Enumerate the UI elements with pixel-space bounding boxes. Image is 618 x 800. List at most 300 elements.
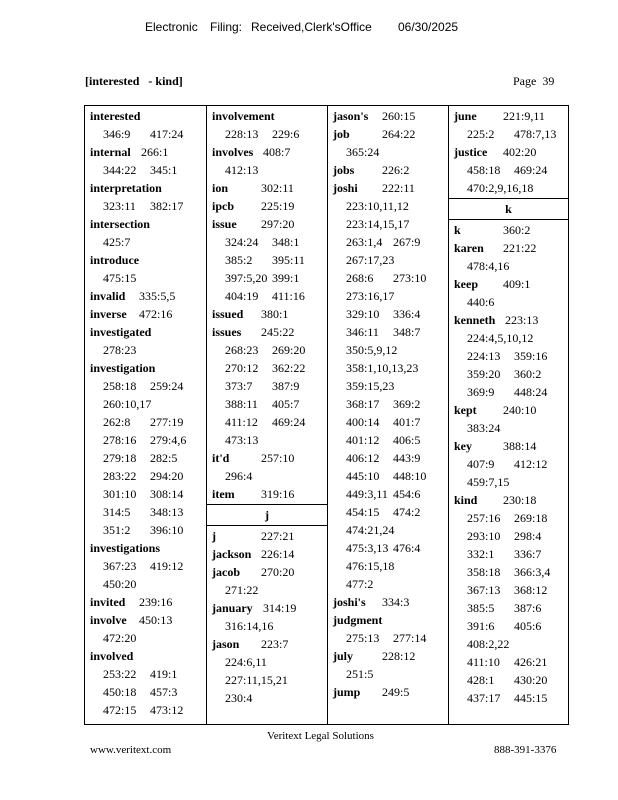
page-line-reference: 419:12: [150, 559, 184, 573]
page-line-reference: 227:11,15,21: [225, 673, 288, 687]
index-term: jobs: [333, 163, 355, 177]
index-reference-line: [207, 125, 327, 143]
page-line-reference: 408:7: [263, 145, 291, 159]
index-term-entry: [207, 485, 327, 503]
page-line-reference: 409:1: [503, 277, 531, 291]
index-reference-line: [85, 467, 206, 485]
page-line-reference: 223:13: [505, 313, 539, 327]
page-line-reference: 476:4: [393, 541, 421, 555]
index-reference-line: [328, 323, 448, 341]
page-line-reference: 270:12: [225, 361, 259, 375]
index-term: involve: [90, 613, 127, 627]
word-index-table: [84, 105, 569, 725]
page-line-reference: 278:16: [103, 433, 137, 447]
index-reference-line: [207, 581, 327, 599]
index-term-entry: [207, 323, 327, 341]
index-reference-line: [85, 161, 206, 179]
index-term-entry: [207, 599, 327, 617]
page-line-reference: 224:4,5,10,12: [467, 331, 534, 345]
page-line-reference: 387:9: [272, 379, 300, 393]
index-reference-line: [85, 485, 206, 503]
index-reference-line: [207, 251, 327, 269]
index-reference-line: [207, 653, 327, 671]
page-line-reference: 230:18: [503, 493, 537, 507]
page-line-reference: 428:1: [467, 673, 495, 687]
index-reference-line: [449, 347, 568, 365]
index-term-entry: [85, 593, 206, 611]
index-term: jason's: [333, 109, 369, 123]
page-line-reference: 405:7: [272, 397, 300, 411]
index-term-entry: [207, 215, 327, 233]
index-term-entry: [207, 449, 327, 467]
index-reference-line: [328, 341, 448, 359]
index-reference-line: [85, 341, 206, 359]
index-reference-line: [328, 539, 448, 557]
page-line-reference: 411:16: [272, 289, 305, 303]
page-line-reference: 445:15: [514, 691, 548, 705]
index-term-entry: [328, 179, 448, 197]
page-line-reference: 401:7: [393, 415, 421, 429]
index-reference-line: [328, 467, 448, 485]
page-line-reference: 367:13: [467, 583, 501, 597]
index-term: interpretation: [90, 181, 162, 195]
page-line-reference: 267:9: [393, 235, 421, 249]
index-reference-line: [85, 701, 206, 719]
page-line-reference: 271:22: [225, 583, 259, 597]
index-reference-line: [328, 305, 448, 323]
index-reference-line: [328, 377, 448, 395]
index-reference-line: [207, 359, 327, 377]
index-term-entry: [85, 323, 206, 341]
filing-stamp: [0, 20, 618, 38]
page-line-reference: 278:23: [103, 343, 137, 357]
index-term: job: [333, 127, 350, 141]
page-line-reference: 359:16: [514, 349, 548, 363]
page-line-reference: 472:16: [139, 307, 173, 321]
page-line-reference: 251:5: [346, 667, 374, 681]
index-reference-line: [328, 485, 448, 503]
page-line-reference: 450:13: [139, 613, 173, 627]
page-line-reference: 293:10: [467, 529, 501, 543]
index-reference-line: [207, 671, 327, 689]
index-term: item: [212, 487, 235, 501]
index-reference-line: [207, 431, 327, 449]
page-number: Page 39: [513, 74, 555, 88]
index-reference-line: [328, 395, 448, 413]
page-line-reference: 336:4: [393, 307, 421, 321]
page-line-reference: 458:18: [467, 163, 501, 177]
index-term: inverse: [90, 307, 127, 321]
page-line-reference: 477:2: [346, 577, 374, 591]
index-term: joshi: [333, 181, 358, 195]
page-line-reference: 478:4,16: [467, 259, 510, 273]
page-line-reference: 224:13: [467, 349, 501, 363]
index-reference-line: [328, 413, 448, 431]
index-term: january: [212, 601, 253, 615]
index-term: involves: [212, 145, 254, 159]
page-line-reference: 268:6: [346, 271, 374, 285]
page-line-reference: 380:1: [261, 307, 289, 321]
page-line-reference: 302:11: [261, 181, 294, 195]
index-term-entry: [328, 647, 448, 665]
page-line-reference: 399:1: [272, 271, 300, 285]
index-term-entry: [449, 107, 568, 125]
index-reference-line: [207, 269, 327, 287]
page-line-reference: 226:2: [382, 163, 410, 177]
index-reference-line: [207, 413, 327, 431]
index-reference-line: [449, 383, 568, 401]
page-line-reference: 221:22: [503, 241, 537, 255]
index-term: key: [454, 439, 472, 453]
index-reference-line: [85, 197, 206, 215]
page-line-reference: 334:3: [382, 595, 410, 609]
index-term-entry: [207, 527, 327, 545]
index-reference-line: [328, 449, 448, 467]
index-term-entry: [328, 161, 448, 179]
index-reference-line: [449, 599, 568, 617]
index-reference-line: [85, 575, 206, 593]
index-reference-line: [328, 503, 448, 521]
index-term: joshi's: [333, 595, 366, 609]
index-term-entry: [449, 491, 568, 509]
page-line-reference: 228:13: [225, 127, 259, 141]
page-line-reference: 472:15: [103, 703, 137, 717]
page-line-reference: 348:1: [272, 235, 300, 249]
page-line-reference: 228:12: [382, 649, 416, 663]
index-reference-line: [449, 689, 568, 707]
page-line-reference: 469:24: [514, 163, 548, 177]
index-term-entry: [449, 401, 568, 419]
index-reference-line: [328, 431, 448, 449]
index-reference-line: [449, 671, 568, 689]
page-line-reference: 329:10: [346, 307, 380, 321]
page-line-reference: 383:24: [467, 421, 501, 435]
index-term: interested: [90, 109, 141, 123]
page-line-reference: 351:2: [103, 523, 131, 537]
page-line-reference: 359:15,23: [346, 379, 395, 393]
index-term: involved: [90, 649, 134, 663]
page-line-reference: 360:2: [514, 367, 542, 381]
index-term: issue: [212, 217, 237, 231]
index-reference-line: [449, 527, 568, 545]
index-term: investigated: [90, 325, 152, 339]
page-line-reference: 249:5: [382, 685, 410, 699]
index-reference-line: [207, 341, 327, 359]
page-line-reference: 269:20: [272, 343, 306, 357]
page-line-reference: 478:7,13: [514, 127, 557, 141]
page-line-reference: 296:4: [225, 469, 253, 483]
page-line-reference: 314:5: [103, 505, 131, 519]
index-term: invalid: [90, 289, 126, 303]
page-line-reference: 474:21,24: [346, 523, 395, 537]
page-line-reference: 445:10: [346, 469, 380, 483]
index-term-entry: [85, 359, 206, 377]
index-term-entry: [85, 251, 206, 269]
page-line-reference: 297:20: [261, 217, 295, 231]
page-line-reference: 269:18: [514, 511, 548, 525]
page-line-reference: 385:2: [225, 253, 253, 267]
page-line-reference: 258:18: [103, 379, 137, 393]
page-line-reference: 369:9: [467, 385, 495, 399]
page-line-reference: 373:7: [225, 379, 253, 393]
page-line-reference: 335:5,5: [139, 289, 176, 303]
page-line-reference: 225:2: [467, 127, 495, 141]
page-line-reference: 454:6: [393, 487, 421, 501]
page-line-reference: 470:2,9,16,18: [467, 181, 534, 195]
filing-stamp-date: 06/30/2025: [398, 20, 459, 34]
index-reference-line: [328, 197, 448, 215]
index-term: intersection: [90, 217, 150, 231]
index-reference-line: [85, 665, 206, 683]
index-term: keep: [454, 277, 478, 291]
page-line-reference: 369:2: [393, 397, 421, 411]
page-line-reference: 223:10,11,12: [346, 199, 409, 213]
filing-stamp-filing: Filing:: [210, 20, 243, 34]
index-reference-line: [449, 545, 568, 563]
index-reference-line: [449, 161, 568, 179]
page-line-reference: 239:16: [139, 595, 173, 609]
page-line-reference: 405:6: [514, 619, 542, 633]
index-term-entry: [207, 635, 327, 653]
page-line-reference: 411:12: [225, 415, 258, 429]
index-reference-line: [328, 269, 448, 287]
index-term-entry: [328, 593, 448, 611]
page-line-reference: 223:14,15,17: [346, 217, 410, 231]
page-line-reference: 240:10: [503, 403, 537, 417]
page-line-reference: 473:13: [225, 433, 259, 447]
index-term: k: [454, 223, 461, 237]
index-reference-line: [449, 617, 568, 635]
index-reference-line: [328, 665, 448, 683]
index-term-entry: [449, 437, 568, 455]
page-line-reference: 277:14: [393, 631, 427, 645]
index-term-entry: [449, 239, 568, 257]
page-line-reference: 245:22: [261, 325, 295, 339]
index-term-entry: [328, 683, 448, 701]
page-line-reference: 425:7: [103, 235, 131, 249]
page-line-reference: 368:17: [346, 397, 380, 411]
index-term-entry: [207, 563, 327, 581]
index-reference-line: [328, 233, 448, 251]
page-line-reference: 417:24: [150, 127, 184, 141]
index-term: ion: [212, 181, 229, 195]
page-line-reference: 475:3,13: [346, 541, 389, 555]
page-line-reference: 324:24: [225, 235, 259, 249]
page-line-reference: 223:7: [261, 637, 289, 651]
page-line-reference: 473:12: [150, 703, 184, 717]
index-reference-line: [207, 287, 327, 305]
page-line-reference: 387:6: [514, 601, 542, 615]
index-reference-line: [207, 617, 327, 635]
page-line-reference: 267:17,23: [346, 253, 395, 267]
index-term-entry: [449, 311, 568, 329]
index-term-entry: [449, 275, 568, 293]
page-line-reference: 319:16: [261, 487, 295, 501]
index-term: jacob: [212, 565, 240, 579]
index-reference-line: [328, 287, 448, 305]
index-reference-line: [449, 509, 568, 527]
page-line-reference: 448:24: [514, 385, 548, 399]
page-line-reference: 395:11: [272, 253, 305, 267]
index-reference-line: [328, 215, 448, 233]
index-column-4: [448, 106, 568, 724]
page-line-reference: 407:9: [467, 457, 495, 471]
page-line-reference: 457:3: [150, 685, 178, 699]
index-term: july: [333, 649, 354, 663]
page-line-reference: 273:10: [393, 271, 427, 285]
index-term-entry: [85, 611, 206, 629]
index-reference-line: [328, 251, 448, 269]
page-line-reference: 270:20: [261, 565, 295, 579]
page-line-reference: 298:4: [514, 529, 542, 543]
index-column-3: [327, 106, 448, 724]
page-line-reference: 400:14: [346, 415, 380, 429]
index-reference-line: [207, 467, 327, 485]
index-term-entry: [85, 305, 206, 323]
footer-phone: 888-391-3376: [494, 744, 557, 756]
page-line-reference: 388:14: [503, 439, 537, 453]
filing-stamp-received: Received,Clerk'sOffice: [251, 20, 372, 34]
index-term: jump: [333, 685, 361, 699]
index-reference-line: [85, 395, 206, 413]
page-line-reference: 385:5: [467, 601, 495, 615]
page-line-reference: 406:5: [393, 433, 421, 447]
page-line-reference: 225:19: [261, 199, 295, 213]
page-line-reference: 449:3,11: [346, 487, 388, 501]
page-line-reference: 282:5: [150, 451, 178, 465]
page-line-reference: 448:10: [393, 469, 427, 483]
index-term-entry: [85, 107, 206, 125]
index-reference-line: [449, 473, 568, 491]
page-line-reference: 257:10: [261, 451, 295, 465]
page-line-reference: 454:15: [346, 505, 380, 519]
page-line-reference: 406:12: [346, 451, 380, 465]
index-term: involvement: [212, 109, 275, 123]
index-reference-line: [207, 377, 327, 395]
index-term: jackson: [212, 547, 252, 561]
index-term-entry: [85, 179, 206, 197]
page-line-reference: 273:16,17: [346, 289, 395, 303]
page-line-reference: 367:23: [103, 559, 137, 573]
page-line-reference: 396:10: [150, 523, 184, 537]
footer-company: Veritext Legal Solutions: [267, 730, 374, 742]
index-reference-line: [85, 503, 206, 521]
index-term-entry: [328, 107, 448, 125]
index-term-entry: [85, 287, 206, 305]
index-reference-line: [85, 377, 206, 395]
page-line-reference: 257:16: [467, 511, 501, 525]
page-line-reference: 279:4,6: [150, 433, 187, 447]
index-reference-line: [449, 257, 568, 275]
page-line-reference: 437:17: [467, 691, 501, 705]
index-term-entry: [207, 107, 327, 125]
index-reference-line: [85, 413, 206, 431]
index-term-entry: [207, 305, 327, 323]
index-reference-line: [328, 629, 448, 647]
footer-url: www.veritext.com: [90, 744, 172, 756]
page-line-reference: 426:21: [514, 655, 548, 669]
page-line-reference: 268:23: [225, 343, 259, 357]
index-reference-line: [207, 689, 327, 707]
page-line-reference: 332:1: [467, 547, 495, 561]
index-term-entry: [207, 197, 327, 215]
index-reference-line: [85, 125, 206, 143]
index-reference-line: [449, 635, 568, 653]
index-reference-line: [85, 521, 206, 539]
page-line-reference: 275:13: [346, 631, 380, 645]
index-term: jason: [212, 637, 240, 651]
index-reference-line: [449, 329, 568, 347]
page-line-reference: 348:7: [393, 325, 421, 339]
index-term: kept: [454, 403, 477, 417]
index-term-entry: [328, 611, 448, 629]
page-line-reference: 316:14,16: [225, 619, 274, 633]
page-line-reference: 397:5,20: [225, 271, 268, 285]
page-line-reference: 308:14: [150, 487, 184, 501]
index-reference-line: [449, 563, 568, 581]
index-term: ipcb: [212, 199, 235, 213]
page-line-reference: 440:6: [467, 295, 495, 309]
page-line-reference: 365:24: [346, 145, 380, 159]
index-column-1: [85, 106, 206, 724]
page-line-reference: 391:6: [467, 619, 495, 633]
page-line-reference: 450:18: [103, 685, 137, 699]
index-reference-line: [328, 575, 448, 593]
page-line-reference: 469:24: [272, 415, 306, 429]
page-line-reference: 430:20: [514, 673, 548, 687]
page-line-reference: 348:13: [150, 505, 184, 519]
letter-divider: j: [207, 504, 327, 526]
index-reference-line: [449, 455, 568, 473]
page-line-reference: 253:22: [103, 667, 137, 681]
index-term: introduce: [90, 253, 140, 267]
page-line-reference: 346:11: [346, 325, 379, 339]
page-line-reference: 472:20: [103, 631, 137, 645]
page-line-reference: 408:2,22: [467, 637, 510, 651]
index-term-entry: [449, 143, 568, 161]
page-line-reference: 224:6,11: [225, 655, 267, 669]
index-reference-line: [449, 653, 568, 671]
page-line-reference: 259:24: [150, 379, 184, 393]
index-reference-line: [449, 293, 568, 311]
index-term: investigations: [90, 541, 161, 555]
page-line-reference: 411:10: [467, 655, 500, 669]
page-line-reference: 450:20: [103, 577, 137, 591]
index-reference-line: [449, 581, 568, 599]
page-line-reference: 404:19: [225, 289, 259, 303]
filing-stamp-electronic: Electronic: [145, 20, 198, 34]
index-reference-line: [85, 269, 206, 287]
page-line-reference: 475:15: [103, 271, 137, 285]
page-line-reference: 222:11: [382, 181, 415, 195]
index-reference-line: [85, 557, 206, 575]
index-term: it'd: [212, 451, 230, 465]
page-line-reference: 360:2: [503, 223, 531, 237]
index-reference-line: [85, 629, 206, 647]
page-line-reference: 283:22: [103, 469, 137, 483]
page-line-reference: 323:11: [103, 199, 136, 213]
page-line-reference: 260:15: [382, 109, 416, 123]
page-line-reference: 301:10: [103, 487, 137, 501]
letter-divider: k: [449, 198, 568, 220]
index-term-entry: [207, 179, 327, 197]
page-line-reference: 227:21: [261, 529, 295, 543]
index-reference-line: [328, 143, 448, 161]
index-term: issues: [212, 325, 242, 339]
page-line-reference: 279:18: [103, 451, 137, 465]
index-reference-line: [449, 365, 568, 383]
index-term-entry: [328, 125, 448, 143]
